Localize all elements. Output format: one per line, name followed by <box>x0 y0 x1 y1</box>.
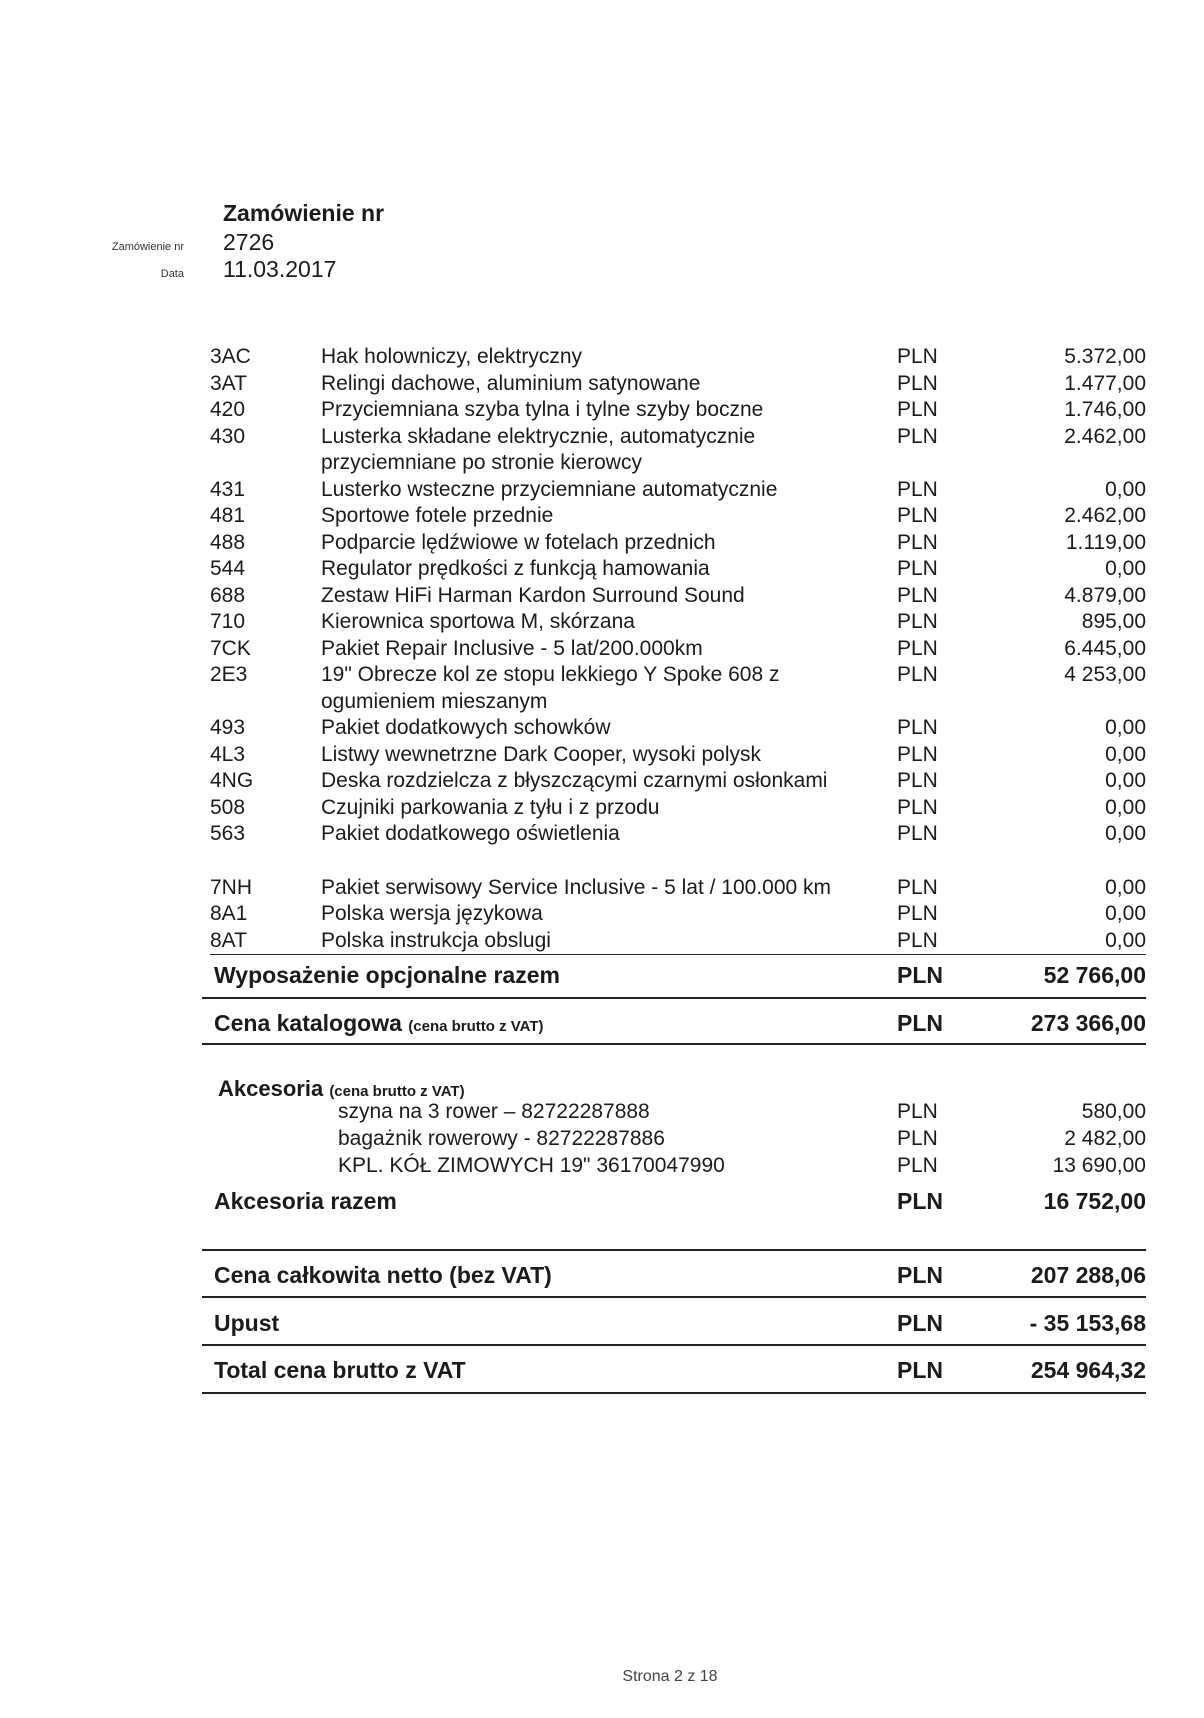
accessory-amount: 580,00 <box>1081 1100 1146 1123</box>
option-amount: 1.746,00 <box>1064 398 1146 421</box>
order-date-label: Data <box>160 268 184 280</box>
accessory-desc: bagażnik rowerowy - 82722287886 <box>338 1127 665 1150</box>
accessory-row <box>202 1099 1146 1126</box>
option-desc: Pakiet dodatkowego oświetlenia <box>321 822 620 845</box>
accessories-total-currency: PLN <box>897 1188 943 1214</box>
option-currency: PLN <box>897 610 938 633</box>
option-desc: Pakiet dodatkowych schowków <box>321 716 611 739</box>
option-code: 8A1 <box>210 902 248 925</box>
option-code: 710 <box>210 610 246 633</box>
option-desc: Lusterka składane elektrycznie, automatycznie przyciemniane po stronie kierowcy <box>321 424 756 474</box>
accessory-row <box>202 1126 1146 1153</box>
option-amount: 0,00 <box>1105 742 1146 766</box>
accessories-total-amount: 16 752,00 <box>1043 1188 1146 1214</box>
option-desc: Kierownica sportowa M, skórzana <box>321 610 635 633</box>
divider <box>202 1344 1146 1346</box>
option-currency: PLN <box>897 875 938 899</box>
option-desc: Sportowe fotele przednie <box>321 504 554 527</box>
option-row <box>210 662 1146 715</box>
accessory-currency: PLN <box>897 1100 938 1123</box>
option-amount: 0,00 <box>1105 928 1146 952</box>
option-desc: Przyciemniana szyba tylna i tylne szyby boczne <box>321 398 764 421</box>
order-title: Zamówienie nr <box>223 200 385 226</box>
option-code: 4L3 <box>210 742 246 766</box>
option-amount: 1.477,00 <box>1064 371 1146 395</box>
option-currency: PLN <box>897 345 938 368</box>
option-amount: 0,00 <box>1105 477 1146 501</box>
accessory-amount: 13 690,00 <box>1052 1154 1146 1177</box>
option-row <box>210 371 1146 398</box>
option-row <box>210 636 1146 663</box>
option-desc: Podparcie lędźwiowe w fotelach przednich <box>321 530 716 554</box>
accessory-amount: 2 482,00 <box>1064 1127 1146 1150</box>
option-currency: PLN <box>897 902 938 925</box>
accessory-desc: szyna na 3 rower – 82722287888 <box>338 1100 650 1123</box>
option-row <box>210 503 1146 530</box>
option-desc: Hak holowniczy, elektryczny <box>321 345 583 368</box>
option-code: 430 <box>210 424 246 448</box>
option-desc: Deska rozdzielcza z błyszczącymi czarnymi osłonkami <box>321 769 828 792</box>
catalog-price-label <box>214 1010 544 1037</box>
option-code: 7CK <box>210 636 251 660</box>
option-amount: 895,00 <box>1081 610 1146 633</box>
option-code: 3AT <box>210 371 247 395</box>
optional-total-currency: PLN <box>897 962 943 988</box>
option-row <box>210 742 1146 769</box>
option-desc: Relingi dachowe, aluminium satynowane <box>321 371 701 395</box>
option-row <box>210 530 1146 557</box>
option-code: 8AT <box>210 928 247 952</box>
order-date: 11.03.2017 <box>223 256 337 282</box>
option-code: 2E3 <box>210 663 248 686</box>
option-amount: 2.462,00 <box>1064 504 1146 527</box>
option-amount: 0,00 <box>1105 557 1146 580</box>
option-currency: PLN <box>897 557 938 580</box>
option-row <box>210 609 1146 636</box>
accessories-total-label: Akcesoria razem <box>214 1188 397 1214</box>
option-amount: 2.462,00 <box>1064 424 1146 448</box>
option-amount: 0,00 <box>1105 795 1146 819</box>
net-price-amount: 207 288,06 <box>1030 1262 1146 1288</box>
discount-amount: - 35 153,68 <box>1029 1310 1146 1336</box>
divider <box>202 1392 1146 1394</box>
option-amount: 0,00 <box>1105 769 1146 792</box>
divider <box>202 997 1146 999</box>
catalog-price-title: Cena katalogowa <box>214 1010 402 1036</box>
option-row <box>210 821 1146 848</box>
option-currency: PLN <box>897 477 938 501</box>
option-desc: 19" Obrecze kol ze stopu lekkiego Y Spoke 608 z ogumieniem mieszanym <box>321 663 780 713</box>
option-amount: 1.119,00 <box>1065 530 1146 554</box>
gross-total-label: Total cena brutto z VAT <box>214 1357 466 1383</box>
option-currency: PLN <box>897 742 938 766</box>
option-code: 563 <box>210 822 246 845</box>
page-number: Strona 2 z 18 <box>622 1668 718 1685</box>
option-amount: 4 253,00 <box>1064 663 1146 686</box>
order-number: 2726 <box>223 229 275 255</box>
accessory-row <box>202 1153 1146 1180</box>
net-price-currency: PLN <box>897 1262 943 1288</box>
option-row <box>210 875 1146 902</box>
optional-total-label: Wyposażenie opcjonalne razem <box>214 962 560 988</box>
option-code: 488 <box>210 530 246 554</box>
option-currency: PLN <box>897 795 938 819</box>
optional-total-amount: 52 766,00 <box>1043 962 1146 988</box>
option-code: 493 <box>210 716 246 739</box>
accessory-desc: KPL. KÓŁ ZIMOWYCH 19" 36170047990 <box>338 1154 725 1177</box>
option-row <box>210 556 1146 583</box>
catalog-price-amount: 273 366,00 <box>1030 1010 1146 1036</box>
row-underline <box>210 954 1146 955</box>
option-currency: PLN <box>897 583 938 607</box>
options-list <box>210 344 1146 954</box>
divider <box>202 1043 1146 1045</box>
option-code: 420 <box>210 398 246 421</box>
option-code: 7NH <box>210 875 253 899</box>
option-row <box>210 928 1146 955</box>
option-row <box>210 424 1146 477</box>
option-desc: Polska instrukcja obslugi <box>321 928 551 952</box>
option-desc: Regulator prędkości z funkcją hamowania <box>321 557 710 580</box>
discount-currency: PLN <box>897 1310 943 1336</box>
option-row <box>210 397 1146 424</box>
option-amount: 0,00 <box>1105 875 1146 899</box>
option-row <box>210 344 1146 371</box>
gross-total-currency: PLN <box>897 1357 943 1383</box>
option-amount: 5.372,00 <box>1064 345 1146 368</box>
gross-total-amount: 254 964,32 <box>1030 1357 1146 1383</box>
option-row <box>210 795 1146 822</box>
accessory-currency: PLN <box>897 1127 938 1150</box>
option-desc: Pakiet Repair Inclusive - 5 lat/200.000km <box>321 636 703 660</box>
accessories-note: (cena brutto z VAT) <box>329 1083 465 1100</box>
option-amount: 4.879,00 <box>1064 583 1146 607</box>
order-number-label: Zamówienie nr <box>111 241 184 253</box>
option-code: 688 <box>210 583 246 607</box>
option-desc: Lusterko wsteczne przyciemniane automatycznie <box>321 477 778 501</box>
option-amount: 6.445,00 <box>1064 636 1146 660</box>
option-desc: Zestaw HiFi Harman Kardon Surround Sound <box>321 583 745 607</box>
discount-label: Upust <box>214 1310 280 1336</box>
option-desc: Polska wersja językowa <box>321 902 543 925</box>
option-desc: Czujniki parkowania z tyłu i z przodu <box>321 795 660 819</box>
option-currency: PLN <box>897 663 938 686</box>
option-row <box>210 901 1146 928</box>
option-currency: PLN <box>897 504 938 527</box>
catalog-price-note: (cena brutto z VAT) <box>408 1018 544 1035</box>
option-amount: 0,00 <box>1105 716 1146 739</box>
option-desc: Listwy wewnetrzne Dark Cooper, wysoki polysk <box>321 742 761 766</box>
option-row <box>210 477 1146 504</box>
option-code: 544 <box>210 557 246 580</box>
option-currency: PLN <box>897 530 938 554</box>
divider <box>202 1249 1146 1251</box>
option-currency: PLN <box>897 928 938 952</box>
option-amount: 0,00 <box>1105 822 1146 845</box>
option-currency: PLN <box>897 716 938 739</box>
accessory-currency: PLN <box>897 1154 938 1177</box>
accessories-heading: Akcesoria <box>218 1076 324 1101</box>
option-currency: PLN <box>897 424 938 448</box>
option-desc: Pakiet serwisowy Service Inclusive - 5 lat / 100.000 km <box>321 875 832 899</box>
option-code: 431 <box>210 477 246 501</box>
option-row <box>210 715 1146 742</box>
option-row <box>210 583 1146 610</box>
option-currency: PLN <box>897 398 938 421</box>
option-currency: PLN <box>897 371 938 395</box>
catalog-price-currency: PLN <box>897 1010 943 1036</box>
option-code: 4NG <box>210 769 254 792</box>
option-code: 3AC <box>210 345 251 368</box>
option-currency: PLN <box>897 769 938 792</box>
option-amount: 0,00 <box>1105 902 1146 925</box>
option-code: 481 <box>210 504 246 527</box>
option-row <box>210 768 1146 795</box>
option-currency: PLN <box>897 822 938 845</box>
option-currency: PLN <box>897 636 938 660</box>
divider <box>202 1296 1146 1298</box>
net-price-label: Cena całkowita netto (bez VAT) <box>214 1262 552 1288</box>
option-code: 508 <box>210 795 246 819</box>
